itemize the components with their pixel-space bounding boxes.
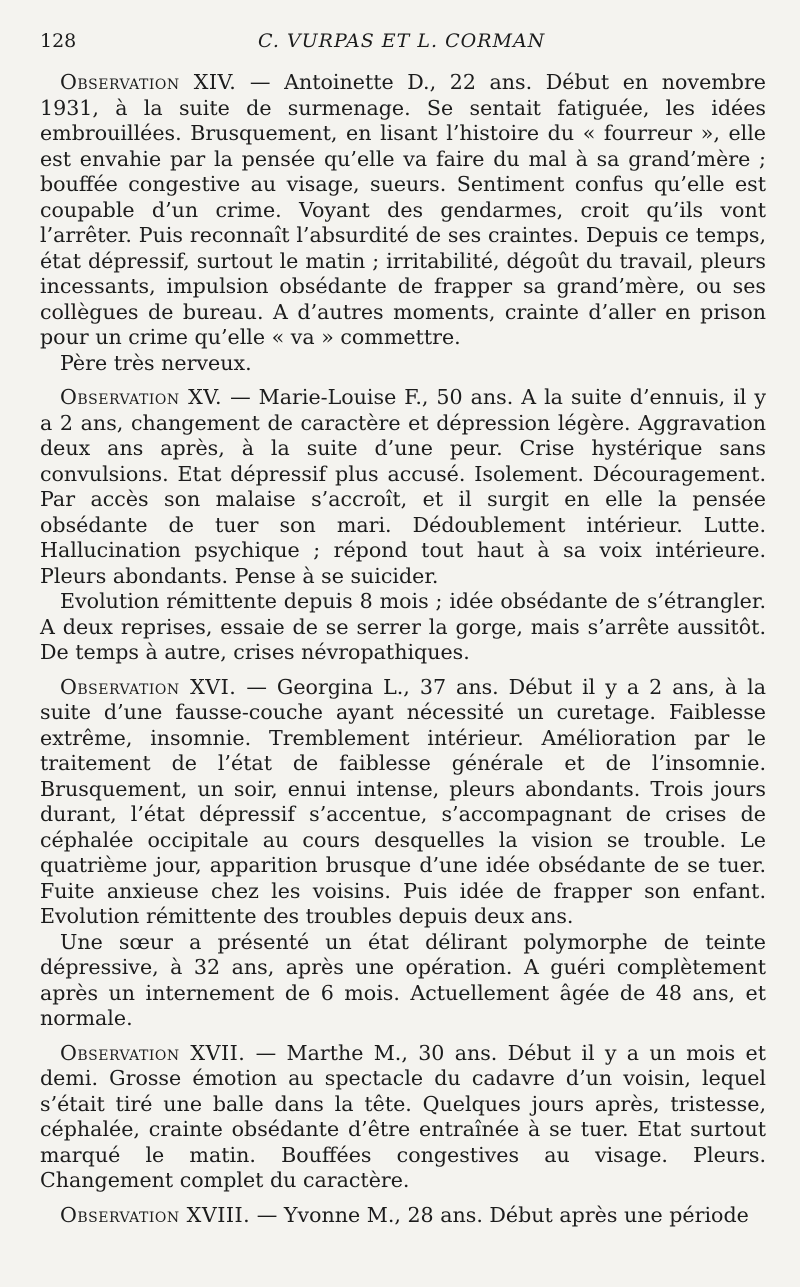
observation-paragraph xyxy=(40,675,766,930)
observation-paragraph xyxy=(40,1203,766,1229)
observation-xvii xyxy=(40,1041,766,1194)
observation-paragraph: Une sœur a présenté un état délirant polymorphe de teinte dépressive, à 32 ans, après une opération. A guéri complètement après un internement de 6 mois. Actuellement âgée de 48 ans, et normale. xyxy=(40,929,766,1030)
observation-label: Observation XVII. xyxy=(60,1040,246,1065)
observation-label: Observation XVIII. xyxy=(60,1202,251,1227)
page-number: 128 xyxy=(40,30,77,52)
observation-text: — Marthe M., 30 ans. Début il y a un mois et demi. Grosse émotion au spectacle du cadavre d’un voisin, lequel s’était tiré une balle dans la tête. Quelques jours après, tristesse, céphalée, crainte obsédante d’être entraînée à se tuer. Etat surtout marqué le matin. Bouffées congestives au visage. Pleurs. Changement complet du caractère. xyxy=(40,1040,767,1192)
observation-paragraph: Evolution rémittente depuis 8 mois ; idée obsédante de s’étrangler. A deux reprises, essaie de se serrer la gorge, mais s’arrête aussitôt. De temps à autre, crises névropathiques. xyxy=(40,589,766,664)
observation-xvi xyxy=(40,675,766,1032)
observation-paragraph xyxy=(40,1041,766,1194)
observation-paragraph: Père très nerveux. xyxy=(60,350,252,375)
page-header xyxy=(40,30,766,60)
observation-text: — Georgina L., 37 ans. Début il y a 2 ans, à la suite d’une fausse-couche ayant nécessité un curetage. Faiblesse extrême, insomnie. Tremblement intérieur. Amélioration par le traitement de l’état de faiblesse générale et de l’insomnie. Brusquement, un soir, ennui intense, pleurs abondants. Trois jours durant, l’état dépressif s’accentue, s’accompagnant de crises de céphalée occipitale au cours desquelles la vision se trouble. Le quatrième jour, apparition brusque d’une idée obsédante de se tuer. Fuite anxieuse chez les voisins. Puis idée de frapper son enfant. Evolution rémittente des troubles depuis deux ans. xyxy=(40,674,767,928)
observation-label: Observation XV. xyxy=(60,385,223,409)
observation-paragraph xyxy=(40,385,766,589)
observation-text: — Marie-Louise F., 50 ans. A la suite d’ennuis, il y a 2 ans, changement de caractère et dépression légère. Aggravation deux ans après, à la suite d’une peur. Crise hystérique sans convulsions. Etat dépressif plus accusé. Isolement. Découragement. Par accès son malaise s’accroît, et il surgit en elle la pensée obsédante de tuer son mari. Dédoublement intérieur. Lutte. Hallucination psychique ; répond tout haut à sa voix intérieure. Pleurs abondants. Pense à se suicider. xyxy=(40,385,766,588)
observation-text: — Yvonne M., 28 ans. Début après une période xyxy=(256,1202,749,1227)
observation-text: — Antoinette D., 22 ans. Début en novembre 1931, à la suite de surmenage. Se sentait fatiguée, les idées embrouillées. Brusquement, en lisant l’histoire du « fourreur », elle est envahie par la pensée qu’elle va faire du mal à sa grand’mère ; bouffée congestive au visage, sueurs. Sentiment confus qu’elle est coupable d’un crime. Voyant des gendarmes, croit qu’ils vont l’arrêter. Puis reconnaît l’absurdité de ses craintes. Depuis ce temps, état dépressif, surtout le matin ; irritabilité, dégoût du travail, pleurs incessants, impulsion obsédante de frapper sa grand’mère, ou ses collègues de bureau. A d’autres moments, crainte d’aller en prison pour un crime qu’elle « va » commettre. xyxy=(40,70,766,349)
observation-label: Observation XVI. xyxy=(60,674,237,699)
observation-label: Observation XIV. xyxy=(60,70,237,94)
observation-xv xyxy=(40,385,766,666)
observation-xviii xyxy=(40,1203,766,1229)
running-title: C. VURPAS ET L. CORMAN xyxy=(258,30,546,52)
observation-paragraph xyxy=(40,70,766,351)
observation-xiv xyxy=(40,70,766,376)
